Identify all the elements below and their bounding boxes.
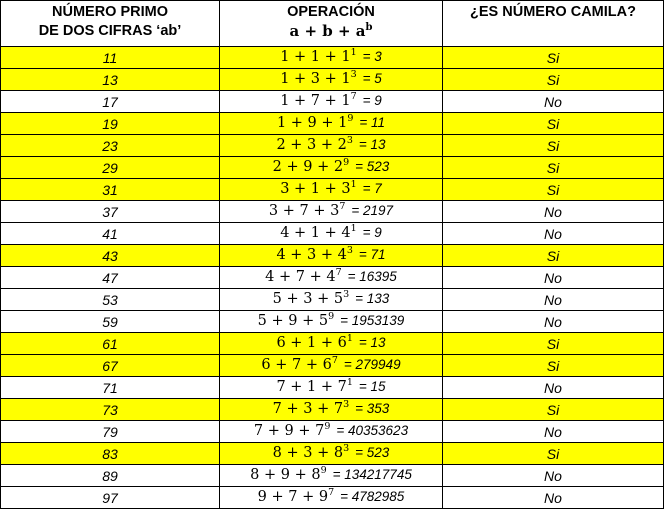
header-row [1,1,664,47]
prime-number: 71 [102,379,118,396]
operation-expression [265,269,341,285]
prime-number: 61 [102,335,118,352]
operation-cell [220,179,443,201]
operation-exponent: 3 [346,245,353,256]
operation-expression [258,489,334,505]
operation-cell [220,267,443,289]
operation-expression [280,71,356,87]
operation-result: = 134217745 [332,467,412,482]
is-camila-cell [443,399,664,421]
prime-number: 19 [102,115,118,132]
operation-base: 6 + 1 + 6 [276,335,347,351]
operation-cell [220,47,443,69]
table-row [1,487,664,509]
operation-cell [220,443,443,465]
table-body [1,47,664,509]
operation-expression [273,291,349,307]
operation-cell [220,487,443,509]
operation-base: 1 + 3 + 1 [280,71,351,87]
prime-number: 23 [102,137,118,154]
prime-number-cell [1,487,220,509]
is-camila-answer: Si [546,115,560,132]
is-camila-answer: Si [546,357,560,374]
operation-expression [276,137,352,153]
operation-cell [220,113,443,135]
operation-exponent: 3 [350,69,357,80]
operation-exponent: 3 [343,443,350,454]
table-row [1,421,664,443]
prime-number-cell [1,201,220,223]
prime-number-cell [1,465,220,487]
operation-cell [220,311,443,333]
operation-cell [220,377,443,399]
operation-result: = 2197 [351,203,394,218]
prime-number-cell [1,267,220,289]
operation-cell [220,201,443,223]
header-formula [220,22,442,40]
operation-exponent: 3 [343,289,350,300]
header-prime-number [1,1,220,47]
is-camila-answer: Si [546,71,560,88]
prime-number: 17 [102,93,118,110]
operation-expression [269,203,345,219]
table-row [1,47,664,69]
prime-number-cell [1,311,220,333]
table-row [1,355,664,377]
operation-exponent: 7 [328,487,335,498]
operation-cell [220,157,443,179]
operation-base: 8 + 3 + 8 [272,445,344,461]
operation-cell [220,69,443,91]
operation-exponent: 1 [350,47,357,58]
operation-cell [220,135,443,157]
operation-expression [280,225,356,241]
prime-number-cell [1,333,220,355]
table-row [1,201,664,223]
table-row [1,311,664,333]
is-camila-answer: Si [546,49,560,66]
table-row [1,223,664,245]
operation-base: 3 + 7 + 3 [268,203,340,219]
table-row [1,399,664,421]
header-formula-exponent: b [365,22,373,33]
operation-result: = 4782985 [340,489,405,504]
header-operation-title: OPERACIÓN [287,4,375,20]
is-camila-cell [443,267,664,289]
table-row [1,443,664,465]
prime-number: 41 [102,225,118,242]
is-camila-cell [443,355,664,377]
table-row [1,179,664,201]
operation-base: 5 + 3 + 5 [272,291,344,307]
operation-result: = 523 [355,445,390,460]
prime-number: 73 [102,401,118,418]
is-camila-cell [443,47,664,69]
operation-cell [220,355,443,377]
header-prime-line1: NÚMERO PRIMO [52,4,168,20]
operation-cell [220,91,443,113]
operation-exponent: 1 [346,333,353,344]
header-operation [220,1,443,47]
table-row [1,91,664,113]
header-is-camila [443,1,664,47]
operation-exponent: 1 [350,179,357,190]
operation-exponent: 9 [320,465,327,476]
operation-base: 7 + 1 + 7 [276,379,347,395]
prime-number: 31 [102,181,118,198]
is-camila-cell [443,443,664,465]
operation-result: = 353 [355,401,390,416]
header-prime-line2: DE DOS CIFRAS ‘ab’ [38,23,182,39]
operation-result: = 15 [358,379,386,394]
is-camila-cell [443,421,664,443]
prime-number-cell [1,245,220,267]
is-camila-answer: No [544,93,562,110]
operation-cell [220,245,443,267]
prime-number: 29 [102,159,118,176]
operation-base: 8 + 9 + 8 [250,467,321,483]
operation-expression [258,313,334,329]
prime-number: 43 [102,247,118,264]
is-camila-cell [443,135,664,157]
operation-cell [220,333,443,355]
operation-result: = 9 [362,225,382,240]
operation-base: 6 + 7 + 6 [261,357,332,373]
prime-number-cell [1,47,220,69]
is-camila-answer: No [544,313,562,330]
operation-expression [273,445,349,461]
is-camila-cell [443,245,664,267]
operation-exponent: 7 [331,355,338,366]
is-camila-answer: Si [546,137,560,154]
is-camila-answer: Si [546,159,560,176]
operation-result: = 133 [355,291,390,306]
is-camila-cell [443,179,664,201]
prime-number: 89 [102,467,118,484]
operation-expression [273,401,349,417]
operation-result: = 1953139 [340,313,405,328]
prime-number: 47 [102,269,118,286]
table-row [1,267,664,289]
is-camila-answer: Si [546,247,560,264]
prime-number-cell [1,91,220,113]
operation-cell [220,399,443,421]
prime-number: 37 [102,203,118,220]
is-camila-cell [443,69,664,91]
operation-base: 1 + 1 + 1 [280,49,351,65]
operation-expression [280,181,356,197]
operation-expression [261,357,337,373]
operation-exponent: 9 [328,311,335,322]
prime-number-cell [1,399,220,421]
operation-expression [276,335,352,351]
prime-number-cell [1,113,220,135]
operation-base: 4 + 1 + 4 [280,225,351,241]
operation-exponent: 9 [343,157,350,168]
operation-exponent: 3 [346,135,353,146]
operation-exponent: 9 [324,421,331,432]
operation-result: = 13 [358,137,386,152]
operation-result: = 71 [358,247,386,262]
prime-number: 59 [102,313,118,330]
operation-base: 1 + 7 + 1 [280,93,351,109]
prime-number: 79 [102,423,118,440]
is-camila-answer: No [544,467,562,484]
operation-base: 7 + 3 + 7 [272,401,344,417]
table-row [1,245,664,267]
prime-number-cell [1,377,220,399]
operation-result: = 11 [359,115,386,130]
operation-exponent: 3 [343,399,350,410]
operation-cell [220,223,443,245]
operation-cell [220,421,443,443]
is-camila-cell [443,311,664,333]
table-row [1,289,664,311]
is-camila-answer: No [544,203,562,220]
is-camila-answer: No [544,379,562,396]
prime-number: 11 [102,49,118,66]
prime-number-cell [1,289,220,311]
table-row [1,377,664,399]
table-row [1,113,664,135]
operation-expression [276,247,352,263]
is-camila-answer: Si [546,181,560,198]
prime-number: 53 [102,291,118,308]
is-camila-cell [443,157,664,179]
operation-exponent: 7 [350,91,357,102]
operation-result: = 40353623 [336,423,409,438]
is-camila-cell [443,289,664,311]
is-camila-answer: No [544,269,562,286]
operation-base: 2 + 3 + 2 [276,137,347,153]
is-camila-cell [443,223,664,245]
is-camila-answer: No [544,489,562,506]
operation-base: 9 + 7 + 9 [257,489,329,505]
operation-result: = 523 [355,159,390,174]
prime-number: 13 [102,71,118,88]
operation-base: 5 + 9 + 5 [257,313,329,329]
table-row [1,69,664,91]
table-row [1,135,664,157]
prime-number-cell [1,179,220,201]
header-is-camila-title: ¿ES NÚMERO CAMILA? [470,4,636,20]
operation-cell [220,465,443,487]
is-camila-answer: No [544,291,562,308]
operation-exponent: 9 [347,113,354,124]
prime-number-cell [1,223,220,245]
operation-exponent: 1 [346,377,353,388]
is-camila-cell [443,201,664,223]
operation-expression [254,423,330,439]
operation-exponent: 7 [335,267,342,278]
is-camila-answer: No [544,423,562,440]
is-camila-cell [443,113,664,135]
operation-expression [250,467,326,483]
is-camila-cell [443,487,664,509]
operation-expression [280,93,356,109]
operation-base: 4 + 7 + 4 [265,269,336,285]
prime-number-cell [1,421,220,443]
operation-expression [273,159,349,175]
is-camila-cell [443,91,664,113]
operation-expression [277,115,353,131]
table-row [1,333,664,355]
prime-number: 83 [102,445,118,462]
operation-base: 3 + 1 + 3 [280,181,351,197]
operation-exponent: 1 [350,223,357,234]
header-formula-base: a + b + a [289,22,366,40]
is-camila-cell [443,465,664,487]
prime-number: 97 [102,489,118,506]
operation-base: 2 + 9 + 2 [272,159,344,175]
operation-cell [220,289,443,311]
prime-number-cell [1,135,220,157]
is-camila-answer: Si [546,335,560,352]
operation-base: 1 + 9 + 1 [276,115,348,131]
operation-result: = 13 [358,335,386,350]
operation-result: = 16395 [347,269,397,284]
table-row [1,465,664,487]
prime-number-cell [1,443,220,465]
is-camila-answer: No [544,225,562,242]
is-camila-answer: Si [546,445,560,462]
operation-result: = 5 [362,71,382,86]
operation-result: = 9 [362,93,382,108]
prime-number-cell [1,355,220,377]
prime-number-cell [1,69,220,91]
operation-base: 7 + 9 + 7 [253,423,325,439]
prime-number: 67 [102,357,118,374]
is-camila-cell [443,333,664,355]
operation-result: = 3 [362,49,382,64]
is-camila-answer: Si [546,401,560,418]
operation-base: 4 + 3 + 4 [276,247,347,263]
operation-result: = 7 [362,181,382,196]
operation-expression [276,379,352,395]
operation-exponent: 7 [339,201,346,212]
operation-expression [280,49,356,65]
table-row [1,157,664,179]
is-camila-cell [443,377,664,399]
prime-number-cell [1,157,220,179]
operation-result: = 279949 [343,357,401,372]
